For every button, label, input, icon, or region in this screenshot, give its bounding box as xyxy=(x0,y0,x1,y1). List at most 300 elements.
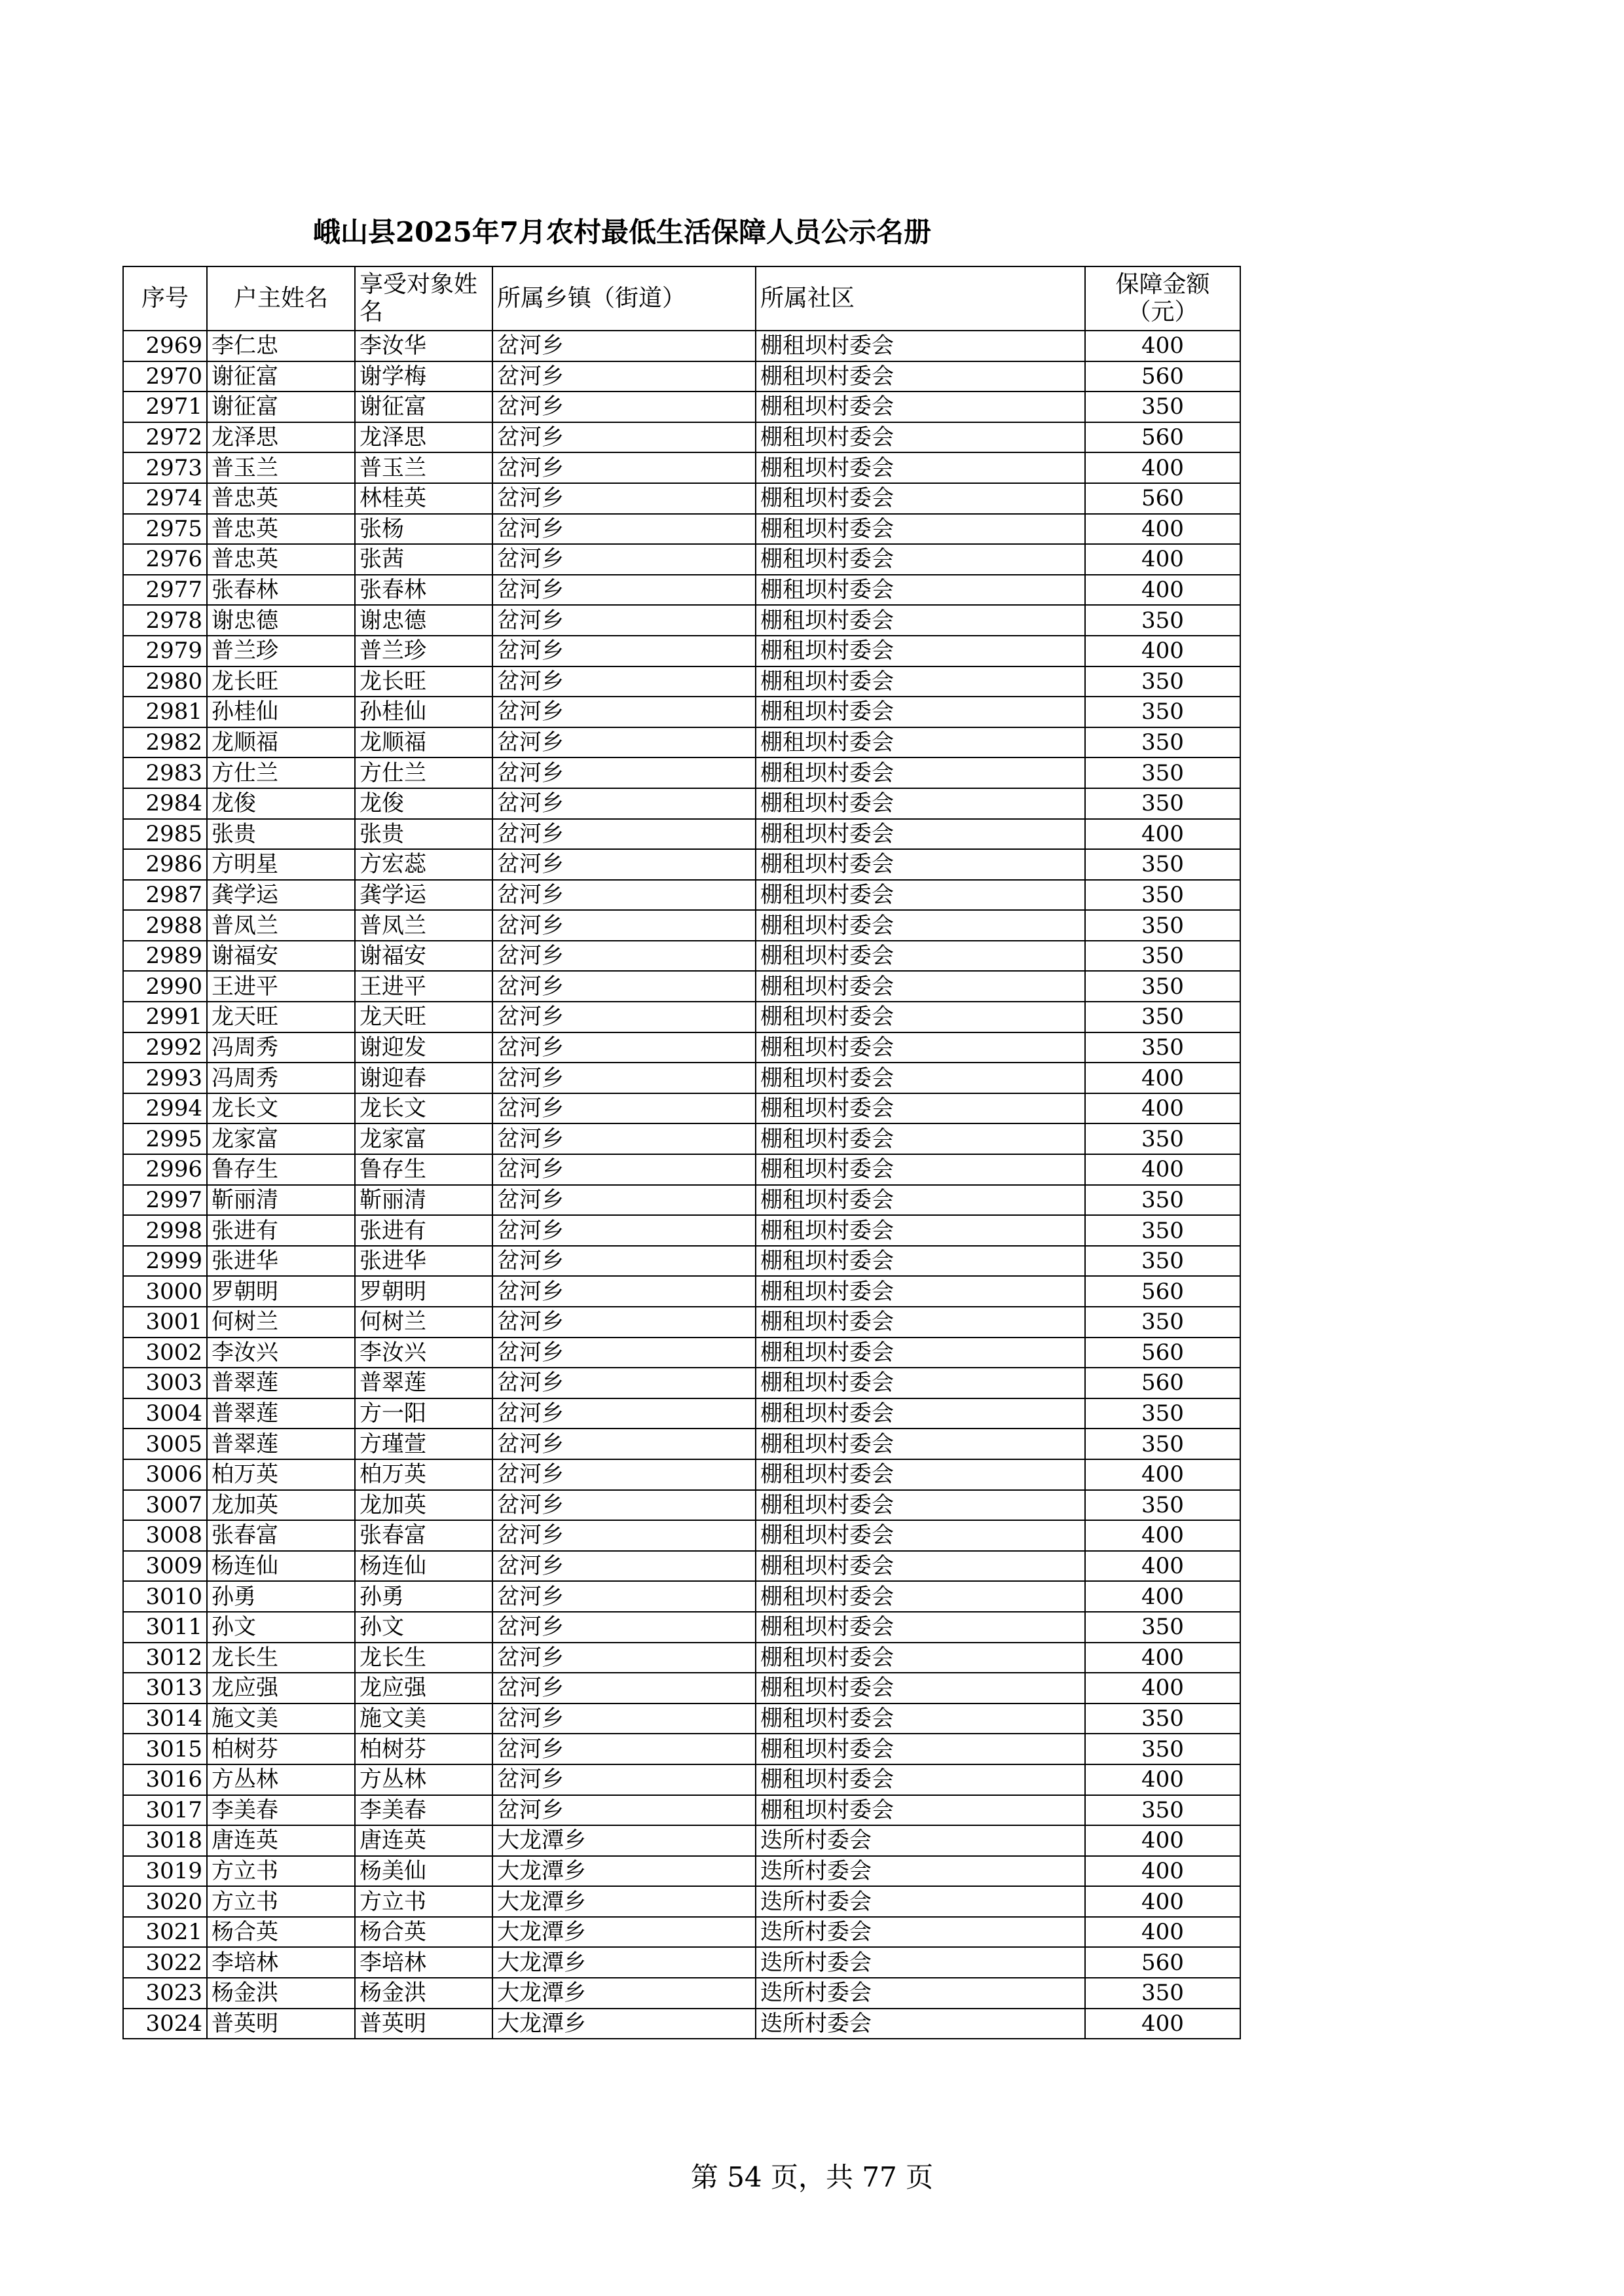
township-cell: 岔河乡 xyxy=(492,1246,756,1277)
household-head-cell: 龙顺福 xyxy=(207,727,355,758)
seq-cell: 2978 xyxy=(123,605,207,636)
amount-cell: 400 xyxy=(1085,1856,1240,1887)
household-head-cell: 谢征富 xyxy=(207,361,355,392)
beneficiary-cell: 方宏蕊 xyxy=(355,849,492,880)
column-header-amount: 保障金额（元） xyxy=(1085,266,1240,331)
township-cell: 大龙潭乡 xyxy=(492,1825,756,1856)
township-cell: 岔河乡 xyxy=(492,941,756,972)
community-cell: 棚租坝村委会 xyxy=(756,1429,1085,1459)
household-head-cell: 冯周秀 xyxy=(207,1063,355,1093)
beneficiary-cell: 张春林 xyxy=(355,575,492,606)
township-cell: 大龙潭乡 xyxy=(492,2009,756,2039)
table-row xyxy=(123,1093,1240,1124)
community-cell: 棚租坝村委会 xyxy=(756,1338,1085,1368)
township-cell: 岔河乡 xyxy=(492,1643,756,1673)
community-cell: 棚租坝村委会 xyxy=(756,1581,1085,1612)
seq-cell: 2999 xyxy=(123,1246,207,1277)
seq-cell: 3002 xyxy=(123,1338,207,1368)
household-head-cell: 王进平 xyxy=(207,971,355,1002)
seq-cell: 2971 xyxy=(123,392,207,422)
township-cell: 岔河乡 xyxy=(492,1764,756,1795)
table-row xyxy=(123,483,1240,514)
amount-cell: 350 xyxy=(1085,1978,1240,2009)
beneficiary-cell: 张进华 xyxy=(355,1246,492,1277)
amount-cell: 350 xyxy=(1085,727,1240,758)
township-cell: 岔河乡 xyxy=(492,1612,756,1643)
community-cell: 棚租坝村委会 xyxy=(756,697,1085,727)
amount-cell: 400 xyxy=(1085,1063,1240,1093)
table-row xyxy=(123,1368,1240,1398)
amount-cell: 400 xyxy=(1085,1520,1240,1551)
community-cell: 棚租坝村委会 xyxy=(756,666,1085,697)
table-row xyxy=(123,819,1240,850)
beneficiary-cell: 普兰珍 xyxy=(355,636,492,666)
township-cell: 岔河乡 xyxy=(492,1673,756,1704)
beneficiary-cell: 李美春 xyxy=(355,1795,492,1826)
seq-cell: 3005 xyxy=(123,1429,207,1459)
seq-cell: 2990 xyxy=(123,971,207,1002)
beneficiary-cell: 孙桂仙 xyxy=(355,697,492,727)
beneficiary-cell: 龙加英 xyxy=(355,1490,492,1521)
township-cell: 岔河乡 xyxy=(492,1215,756,1246)
community-cell: 迭所村委会 xyxy=(756,1856,1085,1887)
table-row xyxy=(123,1459,1240,1490)
table-row xyxy=(123,1917,1240,1948)
table-header-row xyxy=(123,266,1240,331)
community-cell: 棚租坝村委会 xyxy=(756,1063,1085,1093)
household-head-cell: 龙泽思 xyxy=(207,422,355,453)
community-cell: 棚租坝村委会 xyxy=(756,1795,1085,1826)
community-cell: 棚租坝村委会 xyxy=(756,1764,1085,1795)
seq-cell: 2991 xyxy=(123,1002,207,1032)
amount-cell: 560 xyxy=(1085,1947,1240,1978)
household-head-cell: 龙长生 xyxy=(207,1643,355,1673)
household-head-cell: 杨连仙 xyxy=(207,1551,355,1582)
table-row xyxy=(123,1520,1240,1551)
community-cell: 棚租坝村委会 xyxy=(756,757,1085,788)
community-cell: 棚租坝村委会 xyxy=(756,1215,1085,1246)
community-cell: 棚租坝村委会 xyxy=(756,788,1085,819)
beneficiary-cell: 方仕兰 xyxy=(355,757,492,788)
table-row xyxy=(123,1825,1240,1856)
table-row xyxy=(123,1673,1240,1704)
household-head-cell: 谢忠德 xyxy=(207,605,355,636)
household-head-cell: 普忠英 xyxy=(207,483,355,514)
seq-cell: 2993 xyxy=(123,1063,207,1093)
seq-cell: 2979 xyxy=(123,636,207,666)
seq-cell: 2976 xyxy=(123,544,207,575)
household-head-cell: 谢福安 xyxy=(207,941,355,972)
township-cell: 岔河乡 xyxy=(492,422,756,453)
community-cell: 棚租坝村委会 xyxy=(756,1490,1085,1521)
seq-cell: 3008 xyxy=(123,1520,207,1551)
seq-cell: 3018 xyxy=(123,1825,207,1856)
household-head-cell: 龙俊 xyxy=(207,788,355,819)
community-cell: 迭所村委会 xyxy=(756,1978,1085,2009)
table-row xyxy=(123,331,1240,361)
household-head-cell: 张贵 xyxy=(207,819,355,850)
community-cell: 棚租坝村委会 xyxy=(756,392,1085,422)
household-head-cell: 张春富 xyxy=(207,1520,355,1551)
amount-cell: 350 xyxy=(1085,1490,1240,1521)
community-cell: 棚租坝村委会 xyxy=(756,361,1085,392)
table-row xyxy=(123,849,1240,880)
amount-cell: 350 xyxy=(1085,880,1240,911)
beneficiary-cell: 谢福安 xyxy=(355,941,492,972)
beneficiary-cell: 李培林 xyxy=(355,1947,492,1978)
beneficiary-cell: 杨美仙 xyxy=(355,1856,492,1887)
household-head-cell: 方明星 xyxy=(207,849,355,880)
beneficiary-cell: 方一阳 xyxy=(355,1398,492,1429)
seq-cell: 3019 xyxy=(123,1856,207,1887)
household-head-cell: 普忠英 xyxy=(207,544,355,575)
township-cell: 岔河乡 xyxy=(492,1276,756,1307)
beneficiary-cell: 龙长生 xyxy=(355,1643,492,1673)
community-cell: 棚租坝村委会 xyxy=(756,1734,1085,1764)
township-cell: 岔河乡 xyxy=(492,1429,756,1459)
amount-cell: 350 xyxy=(1085,1032,1240,1063)
table-row xyxy=(123,1276,1240,1307)
household-head-cell: 李美春 xyxy=(207,1795,355,1826)
seq-cell: 2984 xyxy=(123,788,207,819)
seq-cell: 3014 xyxy=(123,1704,207,1734)
amount-cell: 350 xyxy=(1085,1734,1240,1764)
seq-cell: 3020 xyxy=(123,1886,207,1917)
amount-cell: 350 xyxy=(1085,849,1240,880)
amount-cell: 400 xyxy=(1085,544,1240,575)
beneficiary-cell: 普英明 xyxy=(355,2009,492,2039)
township-cell: 大龙潭乡 xyxy=(492,1886,756,1917)
township-cell: 岔河乡 xyxy=(492,392,756,422)
township-cell: 岔河乡 xyxy=(492,361,756,392)
table-row xyxy=(123,1886,1240,1917)
amount-cell: 350 xyxy=(1085,1429,1240,1459)
beneficiary-cell: 张春富 xyxy=(355,1520,492,1551)
seq-cell: 3016 xyxy=(123,1764,207,1795)
amount-cell: 350 xyxy=(1085,1704,1240,1734)
beneficiary-cell: 李汝华 xyxy=(355,331,492,361)
amount-cell: 400 xyxy=(1085,1764,1240,1795)
seq-cell: 2969 xyxy=(123,331,207,361)
community-cell: 棚租坝村委会 xyxy=(756,1612,1085,1643)
community-cell: 棚租坝村委会 xyxy=(756,1032,1085,1063)
community-cell: 棚租坝村委会 xyxy=(756,575,1085,606)
seq-cell: 2972 xyxy=(123,422,207,453)
township-cell: 岔河乡 xyxy=(492,1795,756,1826)
beneficiary-cell: 杨合英 xyxy=(355,1917,492,1948)
seq-cell: 2996 xyxy=(123,1154,207,1185)
seq-cell: 3024 xyxy=(123,2009,207,2039)
amount-cell: 350 xyxy=(1085,941,1240,972)
household-head-cell: 龙应强 xyxy=(207,1673,355,1704)
amount-cell: 350 xyxy=(1085,1795,1240,1826)
amount-cell: 350 xyxy=(1085,1307,1240,1338)
table-row xyxy=(123,1398,1240,1429)
household-head-cell: 施文美 xyxy=(207,1704,355,1734)
beneficiary-cell: 方立书 xyxy=(355,1886,492,1917)
seq-cell: 2997 xyxy=(123,1185,207,1216)
community-cell: 棚租坝村委会 xyxy=(756,849,1085,880)
township-cell: 岔河乡 xyxy=(492,636,756,666)
household-head-cell: 柏树芬 xyxy=(207,1734,355,1764)
amount-cell: 400 xyxy=(1085,1886,1240,1917)
beneficiary-cell: 王进平 xyxy=(355,971,492,1002)
amount-cell: 560 xyxy=(1085,422,1240,453)
beneficiary-cell: 张茜 xyxy=(355,544,492,575)
roster-table xyxy=(122,266,1241,2039)
table-row xyxy=(123,1856,1240,1887)
amount-cell: 560 xyxy=(1085,1338,1240,1368)
community-cell: 棚租坝村委会 xyxy=(756,1123,1085,1154)
table-row xyxy=(123,544,1240,575)
seq-cell: 3022 xyxy=(123,1947,207,1978)
household-head-cell: 李培林 xyxy=(207,1947,355,1978)
township-cell: 岔河乡 xyxy=(492,1002,756,1032)
household-head-cell: 杨金洪 xyxy=(207,1978,355,2009)
table-row xyxy=(123,757,1240,788)
township-cell: 大龙潭乡 xyxy=(492,1856,756,1887)
amount-cell: 400 xyxy=(1085,1093,1240,1124)
community-cell: 棚租坝村委会 xyxy=(756,1673,1085,1704)
township-cell: 岔河乡 xyxy=(492,1032,756,1063)
community-cell: 棚租坝村委会 xyxy=(756,1002,1085,1032)
community-cell: 棚租坝村委会 xyxy=(756,1307,1085,1338)
household-head-cell: 李汝兴 xyxy=(207,1338,355,1368)
table-row xyxy=(123,636,1240,666)
household-head-cell: 普忠英 xyxy=(207,514,355,545)
township-cell: 岔河乡 xyxy=(492,788,756,819)
amount-cell: 560 xyxy=(1085,361,1240,392)
household-head-cell: 普翠莲 xyxy=(207,1429,355,1459)
beneficiary-cell: 柏万英 xyxy=(355,1459,492,1490)
seq-cell: 3003 xyxy=(123,1368,207,1398)
household-head-cell: 张春林 xyxy=(207,575,355,606)
household-head-cell: 张进华 xyxy=(207,1246,355,1277)
amount-cell: 400 xyxy=(1085,1154,1240,1185)
table-row xyxy=(123,1704,1240,1734)
seq-cell: 2977 xyxy=(123,575,207,606)
community-cell: 棚租坝村委会 xyxy=(756,727,1085,758)
table-row xyxy=(123,910,1240,941)
column-header-beneficiary: 享受对象姓名 xyxy=(355,266,492,331)
beneficiary-cell: 方丛林 xyxy=(355,1764,492,1795)
table-row xyxy=(123,880,1240,911)
table-row xyxy=(123,575,1240,606)
table-row xyxy=(123,605,1240,636)
township-cell: 岔河乡 xyxy=(492,1734,756,1764)
township-cell: 岔河乡 xyxy=(492,757,756,788)
amount-cell: 400 xyxy=(1085,1581,1240,1612)
beneficiary-cell: 普凤兰 xyxy=(355,910,492,941)
community-cell: 棚租坝村委会 xyxy=(756,1368,1085,1398)
beneficiary-cell: 杨连仙 xyxy=(355,1551,492,1582)
township-cell: 岔河乡 xyxy=(492,1063,756,1093)
township-cell: 岔河乡 xyxy=(492,880,756,911)
household-head-cell: 谢征富 xyxy=(207,392,355,422)
table-row xyxy=(123,941,1240,972)
amount-cell: 350 xyxy=(1085,392,1240,422)
roster-body xyxy=(123,331,1240,2039)
community-cell: 棚租坝村委会 xyxy=(756,1520,1085,1551)
township-cell: 岔河乡 xyxy=(492,575,756,606)
amount-cell: 350 xyxy=(1085,697,1240,727)
household-head-cell: 龙长文 xyxy=(207,1093,355,1124)
amount-cell: 560 xyxy=(1085,1368,1240,1398)
community-cell: 迭所村委会 xyxy=(756,2009,1085,2039)
beneficiary-cell: 方瑾萱 xyxy=(355,1429,492,1459)
amount-cell: 350 xyxy=(1085,788,1240,819)
seq-cell: 2995 xyxy=(123,1123,207,1154)
beneficiary-cell: 施文美 xyxy=(355,1704,492,1734)
seq-cell: 2988 xyxy=(123,910,207,941)
beneficiary-cell: 靳丽清 xyxy=(355,1185,492,1216)
seq-cell: 3013 xyxy=(123,1673,207,1704)
community-cell: 棚租坝村委会 xyxy=(756,452,1085,483)
household-head-cell: 冯周秀 xyxy=(207,1032,355,1063)
seq-cell: 3009 xyxy=(123,1551,207,1582)
amount-cell: 400 xyxy=(1085,1551,1240,1582)
community-cell: 棚租坝村委会 xyxy=(756,605,1085,636)
table-row xyxy=(123,1764,1240,1795)
township-cell: 大龙潭乡 xyxy=(492,1917,756,1948)
township-cell: 岔河乡 xyxy=(492,514,756,545)
seq-cell: 2980 xyxy=(123,666,207,697)
seq-cell: 2982 xyxy=(123,727,207,758)
amount-cell: 560 xyxy=(1085,483,1240,514)
community-cell: 棚租坝村委会 xyxy=(756,1246,1085,1277)
township-cell: 岔河乡 xyxy=(492,1338,756,1368)
community-cell: 棚租坝村委会 xyxy=(756,1185,1085,1216)
column-header-township: 所属乡镇（街道） xyxy=(492,266,756,331)
beneficiary-cell: 谢征富 xyxy=(355,392,492,422)
household-head-cell: 孙文 xyxy=(207,1612,355,1643)
seq-cell: 3000 xyxy=(123,1276,207,1307)
household-head-cell: 罗朝明 xyxy=(207,1276,355,1307)
township-cell: 岔河乡 xyxy=(492,1154,756,1185)
table-row xyxy=(123,971,1240,1002)
beneficiary-cell: 谢忠德 xyxy=(355,605,492,636)
beneficiary-cell: 普翠莲 xyxy=(355,1368,492,1398)
amount-cell: 350 xyxy=(1085,666,1240,697)
table-row xyxy=(123,1032,1240,1063)
amount-cell: 350 xyxy=(1085,757,1240,788)
seq-cell: 3017 xyxy=(123,1795,207,1826)
seq-cell: 2994 xyxy=(123,1093,207,1124)
community-cell: 棚租坝村委会 xyxy=(756,422,1085,453)
township-cell: 岔河乡 xyxy=(492,331,756,361)
seq-cell: 2973 xyxy=(123,452,207,483)
table-row xyxy=(123,1490,1240,1521)
table-row xyxy=(123,1947,1240,1978)
household-head-cell: 方丛林 xyxy=(207,1764,355,1795)
seq-cell: 2986 xyxy=(123,849,207,880)
seq-cell: 2983 xyxy=(123,757,207,788)
seq-cell: 2981 xyxy=(123,697,207,727)
beneficiary-cell: 龙长文 xyxy=(355,1093,492,1124)
household-head-cell: 龙加英 xyxy=(207,1490,355,1521)
beneficiary-cell: 龙应强 xyxy=(355,1673,492,1704)
seq-cell: 2970 xyxy=(123,361,207,392)
household-head-cell: 孙桂仙 xyxy=(207,697,355,727)
township-cell: 岔河乡 xyxy=(492,819,756,850)
household-head-cell: 靳丽清 xyxy=(207,1185,355,1216)
township-cell: 岔河乡 xyxy=(492,1551,756,1582)
amount-cell: 350 xyxy=(1085,971,1240,1002)
column-header-household-head: 户主姓名 xyxy=(207,266,355,331)
amount-cell: 400 xyxy=(1085,452,1240,483)
community-cell: 迭所村委会 xyxy=(756,1947,1085,1978)
amount-cell: 400 xyxy=(1085,514,1240,545)
beneficiary-cell: 杨金洪 xyxy=(355,1978,492,2009)
community-cell: 棚租坝村委会 xyxy=(756,514,1085,545)
community-cell: 棚租坝村委会 xyxy=(756,1704,1085,1734)
table-row xyxy=(123,1643,1240,1673)
household-head-cell: 唐连英 xyxy=(207,1825,355,1856)
township-cell: 岔河乡 xyxy=(492,1704,756,1734)
table-row xyxy=(123,514,1240,545)
seq-cell: 3015 xyxy=(123,1734,207,1764)
township-cell: 岔河乡 xyxy=(492,605,756,636)
seq-cell: 3010 xyxy=(123,1581,207,1612)
beneficiary-cell: 张杨 xyxy=(355,514,492,545)
household-head-cell: 杨合英 xyxy=(207,1917,355,1948)
table-row xyxy=(123,666,1240,697)
table-row xyxy=(123,1734,1240,1764)
community-cell: 棚租坝村委会 xyxy=(756,1551,1085,1582)
table-row xyxy=(123,1581,1240,1612)
township-cell: 岔河乡 xyxy=(492,1093,756,1124)
household-head-cell: 李仁忠 xyxy=(207,331,355,361)
community-cell: 棚租坝村委会 xyxy=(756,1643,1085,1673)
township-cell: 岔河乡 xyxy=(492,971,756,1002)
township-cell: 岔河乡 xyxy=(492,452,756,483)
household-head-cell: 龙长旺 xyxy=(207,666,355,697)
household-head-cell: 孙勇 xyxy=(207,1581,355,1612)
table-row xyxy=(123,2009,1240,2039)
township-cell: 岔河乡 xyxy=(492,1307,756,1338)
household-head-cell: 普英明 xyxy=(207,2009,355,2039)
township-cell: 岔河乡 xyxy=(492,1459,756,1490)
household-head-cell: 龙天旺 xyxy=(207,1002,355,1032)
amount-cell: 400 xyxy=(1085,1643,1240,1673)
amount-cell: 400 xyxy=(1085,819,1240,850)
household-head-cell: 普兰珍 xyxy=(207,636,355,666)
table-row xyxy=(123,1612,1240,1643)
beneficiary-cell: 鲁存生 xyxy=(355,1154,492,1185)
amount-cell: 400 xyxy=(1085,1825,1240,1856)
household-head-cell: 普翠莲 xyxy=(207,1398,355,1429)
seq-cell: 3011 xyxy=(123,1612,207,1643)
table-row xyxy=(123,1063,1240,1093)
beneficiary-cell: 柏树芬 xyxy=(355,1734,492,1764)
household-head-cell: 普玉兰 xyxy=(207,452,355,483)
amount-cell: 350 xyxy=(1085,1123,1240,1154)
table-row xyxy=(123,1154,1240,1185)
community-cell: 棚租坝村委会 xyxy=(756,819,1085,850)
community-cell: 棚租坝村委会 xyxy=(756,544,1085,575)
seq-cell: 2985 xyxy=(123,819,207,850)
township-cell: 岔河乡 xyxy=(492,697,756,727)
beneficiary-cell: 龙长旺 xyxy=(355,666,492,697)
table-row xyxy=(123,361,1240,392)
amount-cell: 350 xyxy=(1085,1002,1240,1032)
seq-cell: 3006 xyxy=(123,1459,207,1490)
seq-cell: 3007 xyxy=(123,1490,207,1521)
township-cell: 岔河乡 xyxy=(492,1368,756,1398)
township-cell: 大龙潭乡 xyxy=(492,1978,756,2009)
township-cell: 岔河乡 xyxy=(492,1581,756,1612)
page-footer: 第 54 页，共 77 页 xyxy=(690,2161,934,2193)
